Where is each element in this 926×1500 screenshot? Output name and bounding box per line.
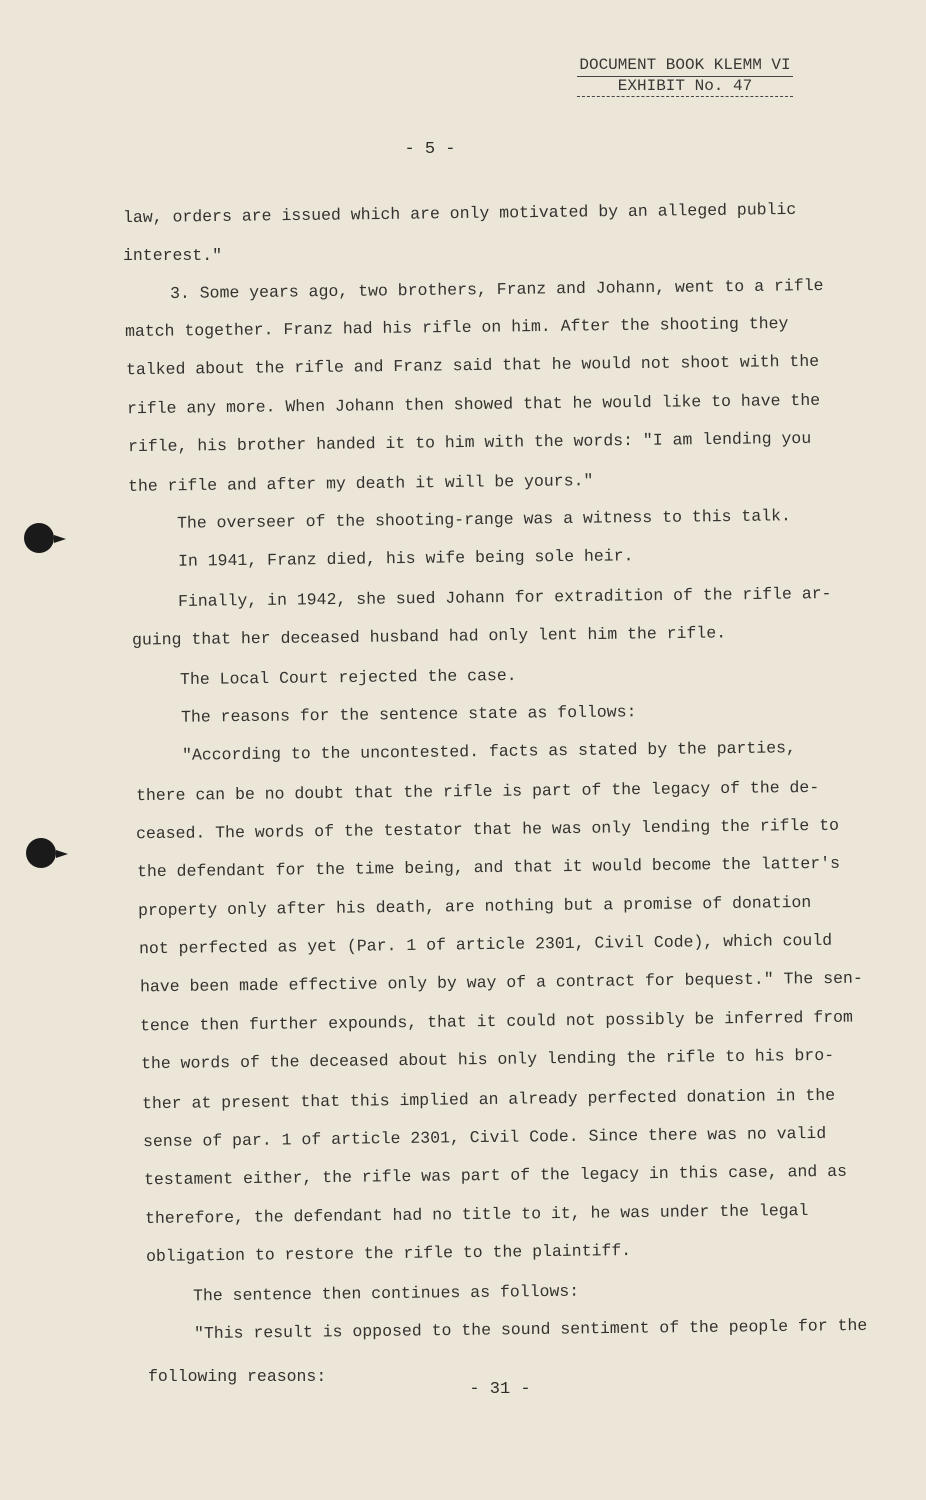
text-line: guing that her deceased husband had only lent him the rifle. xyxy=(131,623,727,650)
text-line: The Local Court rejected the case. xyxy=(179,665,517,690)
text-line: interest." xyxy=(123,246,223,265)
text-line: law, orders are issued which are only motivated by an alleged public xyxy=(122,199,797,228)
text-line: not perfected as yet (Par. 1 of article 2301, Civil Code), which could xyxy=(138,930,833,959)
text-line: In 1941, Franz died, his wife being sole heir. xyxy=(177,546,634,571)
text-line: the defendant for the time being, and that it would become the latter's xyxy=(136,853,841,882)
footer-page-number: - 31 - xyxy=(469,1380,531,1399)
text-line: testament either, the rifle was part of the legacy in this case, and as xyxy=(143,1161,848,1190)
text-line: rifle any more. When Johann then showed that he would like to have the xyxy=(126,390,821,419)
text-line: rifle, his brother handed it to him with the words: "I am lending you xyxy=(127,428,812,457)
text-line: "This result is opposed to the sound sentiment of the people for the xyxy=(193,1315,868,1344)
text-line: obligation to restore the rifle to the plaintiff. xyxy=(145,1241,632,1266)
text-line: The sentence then continues as follows: xyxy=(192,1281,580,1306)
text-line: have been made effective only by way of a contract for bequest." The sen- xyxy=(139,968,863,997)
text-line: 3. Some years ago, two brothers, Franz and Johann, went to a rifle xyxy=(169,276,824,303)
text-line: Finally, in 1942, she sued Johann for extradition of the rifle ar- xyxy=(177,584,832,611)
text-line: there can be no doubt that the rifle is part of the legacy of the de- xyxy=(135,777,820,806)
text-line: The reasons for the sentence state as follows: xyxy=(180,702,637,727)
punch-hole-top xyxy=(24,523,54,553)
text-line: property only after his death, are nothing but a promise of donation xyxy=(137,892,812,921)
text-line: the words of the deceased about his only lending the rifle to his bro- xyxy=(140,1045,835,1074)
punch-hole-bottom xyxy=(26,838,56,868)
text-line: The overseer of the shooting-range was a witness to this talk. xyxy=(176,506,791,533)
text-line: tence then further expounds, that it could not possibly be inferred from xyxy=(139,1007,854,1036)
text-line: the rifle and after my death it will be yours." xyxy=(127,471,594,496)
text-line: "According to the uncontested. facts as stated by the parties, xyxy=(181,738,796,765)
page-number: - 5 - xyxy=(404,140,456,159)
exhibit-header xyxy=(577,56,793,97)
document-book-label: DOCUMENT BOOK KLEMM VI xyxy=(577,56,793,77)
text-line: ther at present that this implied an already perfected donation in the xyxy=(141,1085,836,1114)
exhibit-number-label: EXHIBIT No. 47 xyxy=(577,77,793,97)
text-line: sense of par. 1 of article 2301, Civil Code. Since there was no valid xyxy=(142,1123,827,1152)
text-line: therefore, the defendant had no title to it, he was under the legal xyxy=(144,1200,809,1229)
text-line: ceased. The words of the testator that he was only lending the rifle to xyxy=(135,815,840,844)
text-line: match together. Franz had his rifle on him. After the shooting they xyxy=(124,313,789,342)
text-line: talked about the rifle and Franz said that he would not shoot with the xyxy=(125,351,820,380)
text-line: following reasons: xyxy=(148,1367,327,1386)
